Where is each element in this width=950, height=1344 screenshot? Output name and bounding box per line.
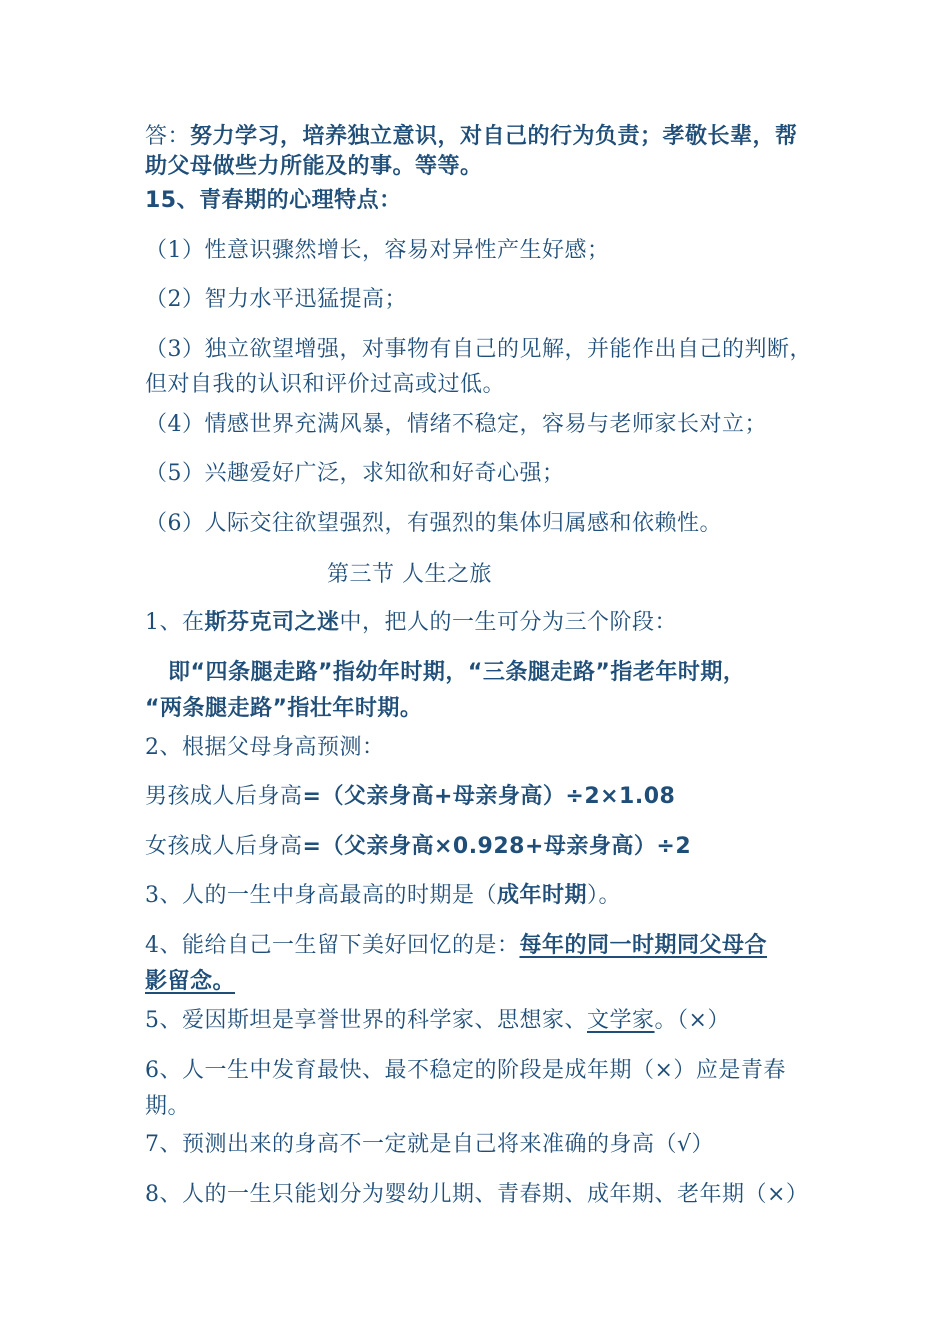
girl-formula	[145, 832, 691, 862]
stages-line-1: 即“四条腿走路”指幼年时期，“三条腿走路”指老年时期，	[168, 660, 746, 685]
section-title: 第三节 人生之旅	[327, 562, 492, 587]
answer-text: 努力学习，培养独立意识，对自己的行为负责；孝敬长辈，帮	[190, 124, 798, 149]
trait-2: （2）智力水平迅猛提高；	[145, 287, 407, 312]
section-15-heading: 15、青春期的心理特点：	[145, 188, 402, 213]
boy-formula-label: 男孩成人后身高	[145, 784, 303, 809]
answer-line-1	[145, 122, 798, 152]
item-4-prefix: 4、能给自己一生留下美好回忆的是：	[145, 933, 520, 958]
answer-line-2: 助父母做些力所能及的事。等等。	[145, 154, 483, 179]
trait-6: （6）人际交往欲望强烈，有强烈的集体归属感和依赖性。	[145, 511, 722, 536]
item-7: 7、预测出来的身高不一定就是自己将来准确的身高（√）	[145, 1132, 715, 1157]
item-5	[145, 1006, 730, 1036]
item-2: 2、根据父母身高预测：	[145, 735, 385, 760]
item-1	[145, 608, 677, 638]
item-5-underlined: 文学家	[587, 1008, 655, 1033]
item-4-line-2: 影留念。	[145, 969, 236, 994]
item-5-suffix: 。（×）	[654, 1008, 730, 1033]
item-5-prefix: 5、爱因斯坦是享誉世界的科学家、思想家、	[145, 1008, 587, 1033]
trait-3-line-2: 但对自我的认识和评价过高或过低。	[145, 372, 506, 397]
stages-line-2: “两条腿走路”指壮年时期。	[145, 696, 423, 721]
item-1-suffix: 中，把人的一生可分为三个阶段：	[339, 610, 678, 635]
item-3	[145, 881, 621, 911]
item-8: 8、人的一生只能划分为婴幼儿期、青春期、成年期、老年期（×）	[145, 1182, 809, 1207]
item-3-answer: 成年时期	[497, 883, 588, 908]
answer-label: 答：	[145, 124, 191, 149]
girl-formula-expr: =（父亲身高×0.928+母亲身高）÷2	[302, 834, 692, 859]
boy-formula	[145, 782, 675, 812]
item-1-bold: 斯芬克司之迷	[204, 610, 340, 635]
item-3-suffix: ）。	[587, 883, 622, 908]
item-6-line-1: 6、人一生中发育最快、最不稳定的阶段是成年期（×）应是青春	[145, 1058, 786, 1083]
item-6-line-2: 期。	[145, 1094, 191, 1119]
item-1-prefix: 1、在	[145, 610, 205, 635]
boy-formula-expr: =（父亲身高+母亲身高）÷2×1.08	[302, 784, 676, 809]
item-3-prefix: 3、人的一生中身高最高的时期是（	[145, 883, 497, 908]
trait-3-line-1: （3）独立欲望增强，对事物有自己的见解，并能作出自己的判断，	[145, 337, 812, 362]
trait-1: （1）性意识骤然增长，容易对异性产生好感；	[145, 238, 610, 263]
item-4-answer: 每年的同一时期同父母合	[519, 933, 768, 958]
girl-formula-label: 女孩成人后身高	[145, 834, 303, 859]
trait-5: （5）兴趣爱好广泛，求知欲和好奇心强；	[145, 461, 565, 486]
trait-4: （4）情感世界充满风暴，情绪不稳定，容易与老师家长对立；	[145, 412, 767, 437]
item-4-line-1	[145, 931, 767, 961]
